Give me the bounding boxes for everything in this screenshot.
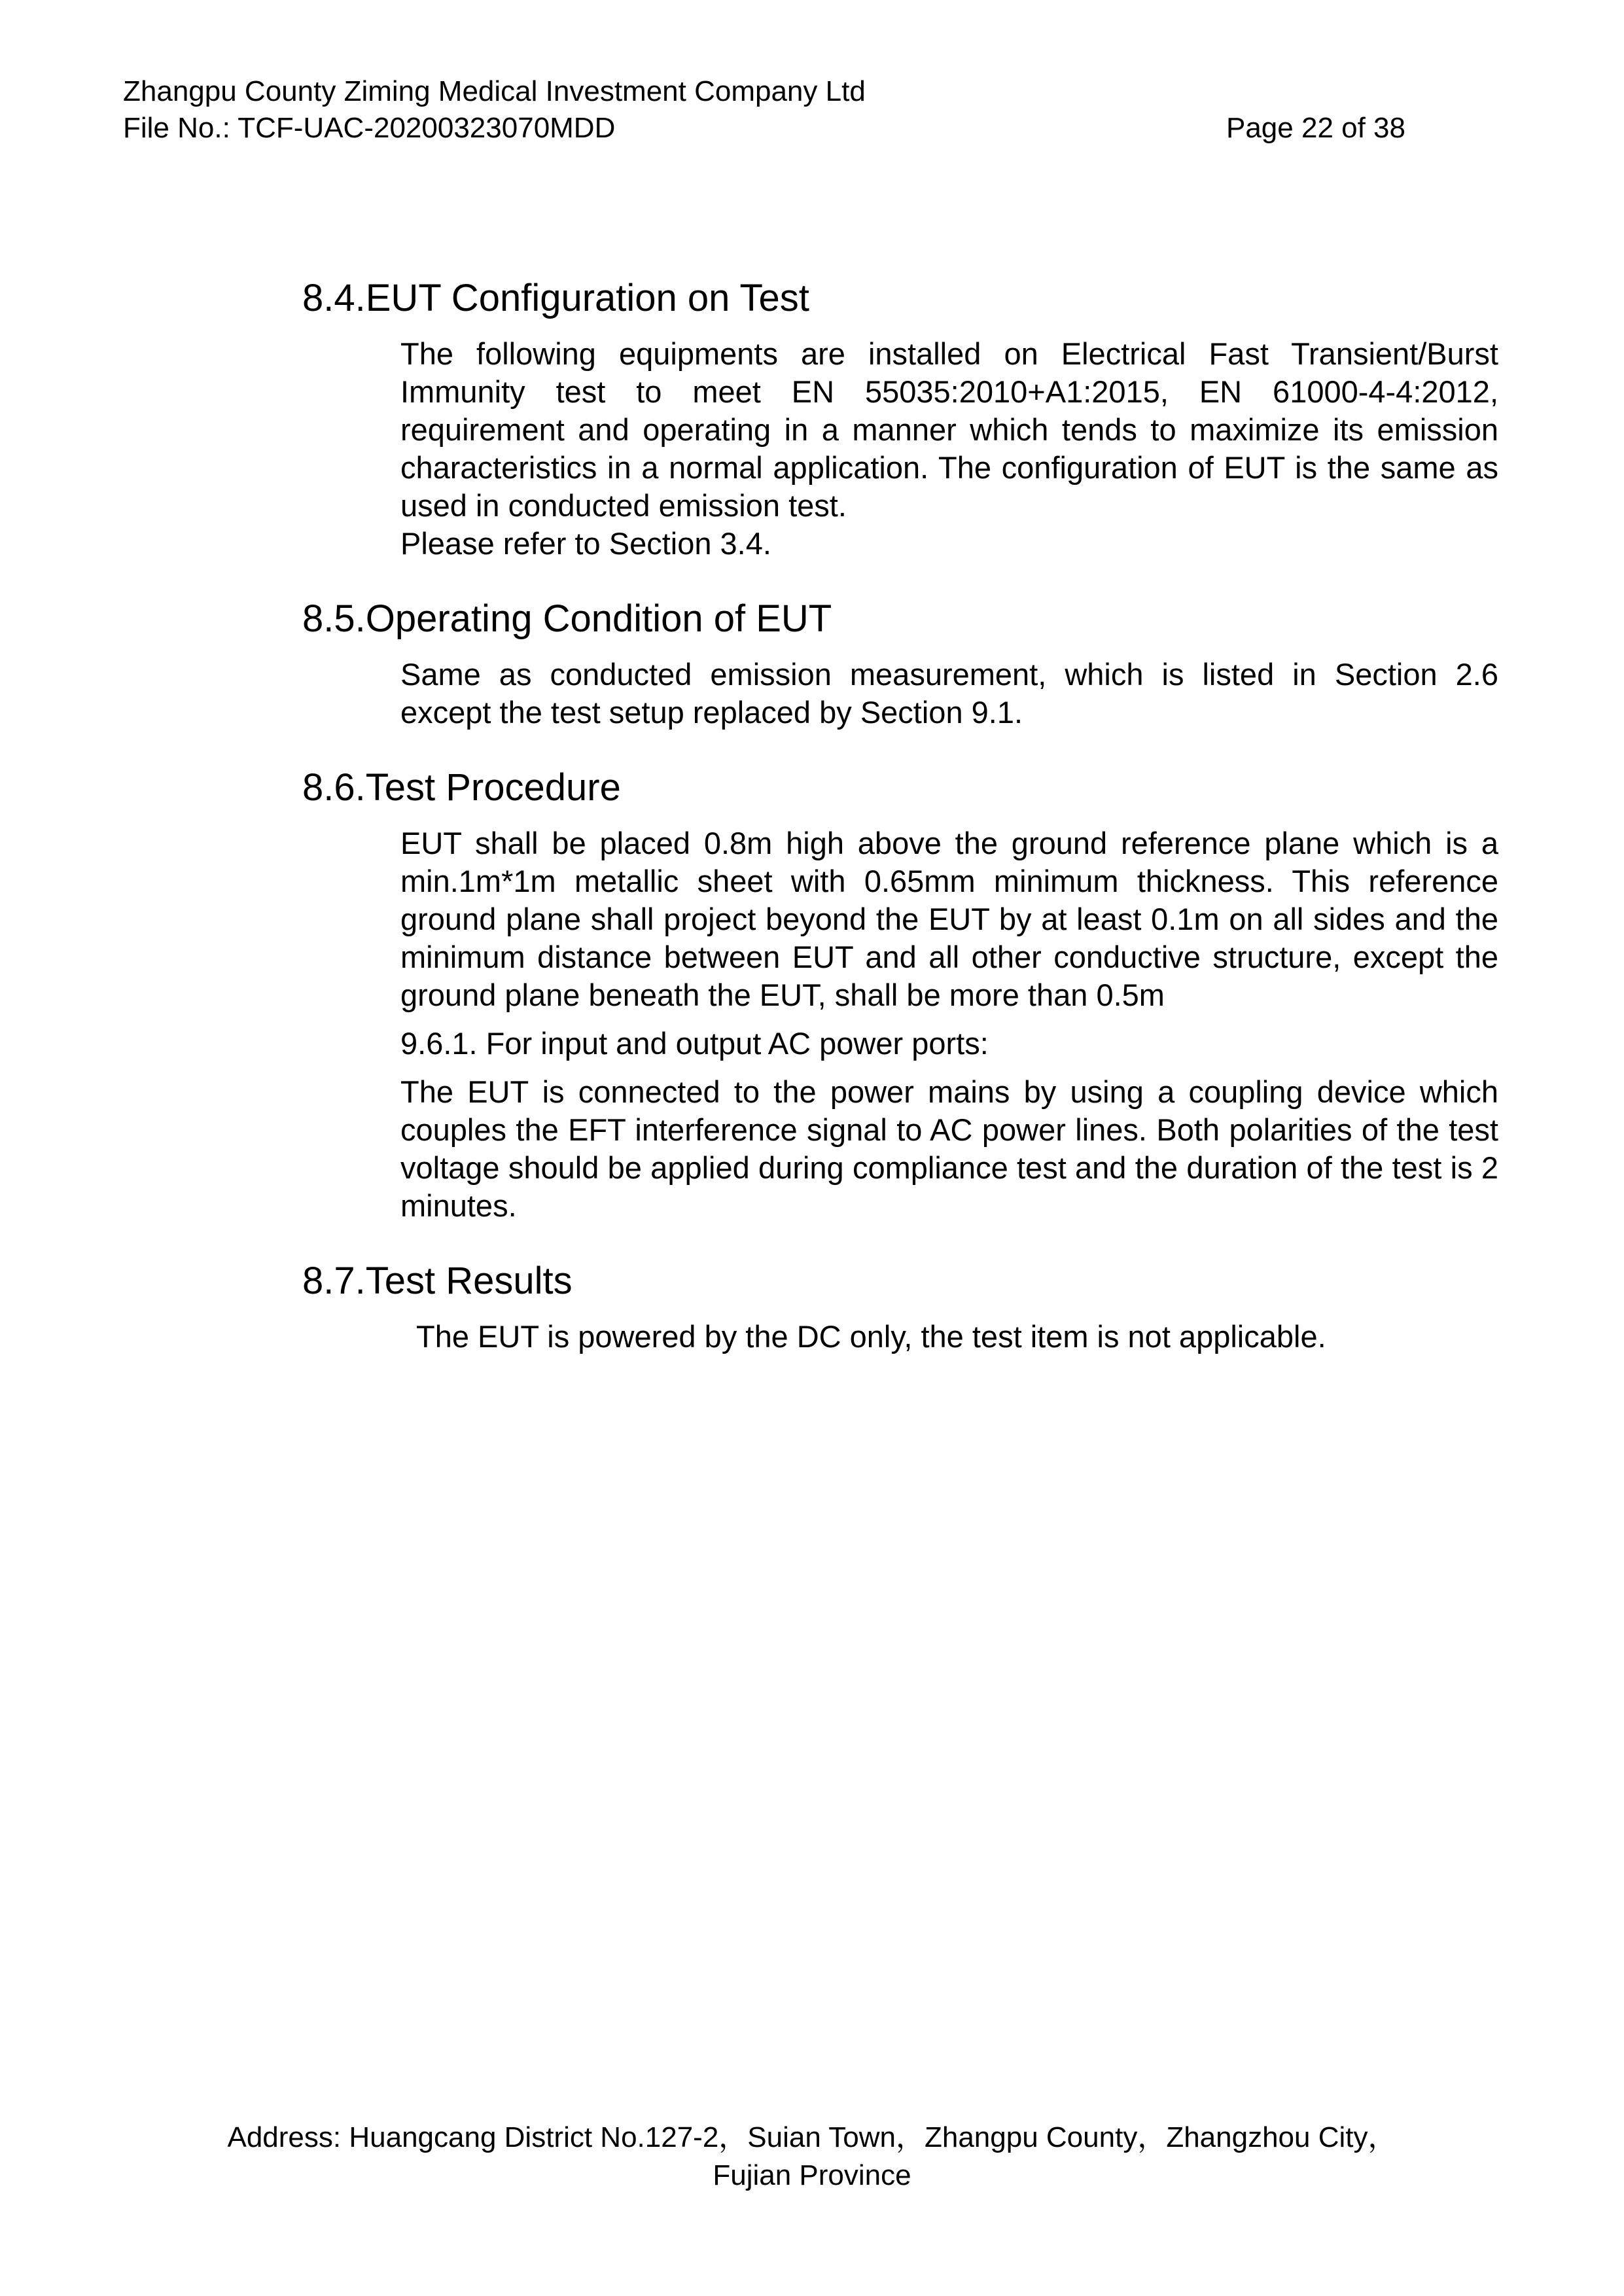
- header-file-row: [123, 110, 1405, 147]
- paragraph: The following equipments are installed on Electrical Fast Transient/Burst Immunity test to meet EN 55035:2010+A1:2015, EN 61000-4-4:2012, requirement and operating in a manner which tends to maximize its emission characteristics in a normal application. The configuration of EUT is the same as used in conducted emission test.: [400, 336, 1498, 523]
- address-line-2: Fujian Province: [713, 2159, 911, 2191]
- section-body: [400, 824, 1498, 1225]
- address-line-1: Address: Huangcang District No.127-2，Suian Town，Zhangpu County，Zhangzhou City，: [227, 2121, 1397, 2153]
- document-body: [302, 275, 1498, 1356]
- subsection-label: 9.6.1. For input and output AC power ports:: [400, 1026, 989, 1061]
- section-heading: 8.7.Test Results: [302, 1260, 573, 1302]
- section-8-4: [302, 275, 1498, 563]
- section-body: [400, 335, 1498, 563]
- section-8-6: [302, 764, 1498, 1225]
- file-number: File No.: TCF-UAC-20200323070MDD: [123, 112, 616, 144]
- section-8-7: [302, 1258, 1498, 1356]
- page-number: Page 22 of 38: [1226, 112, 1405, 144]
- section-body: [400, 656, 1498, 732]
- page-header: [123, 73, 1405, 147]
- section-heading: 8.5.Operating Condition of EUT: [302, 597, 832, 640]
- section-heading: 8.4.EUT Configuration on Test: [302, 277, 809, 319]
- paragraph: EUT shall be placed 0.8m high above the ground reference plane which is a min.1m*1m metallic sheet with 0.65mm minimum thickness. This reference ground plane shall project beyond the EUT by at least 0.1m on all sides and the minimum distance between EUT and all other conductive structure, except the ground plane beneath the EUT, shall be more than 0.5m: [400, 826, 1498, 1012]
- company-name: Zhangpu County Ziming Medical Investment Company Ltd: [123, 75, 866, 107]
- page-footer: [0, 2119, 1624, 2195]
- paragraph: Please refer to Section 3.4.: [400, 526, 771, 561]
- section-heading: 8.6.Test Procedure: [302, 766, 621, 809]
- section-8-5: [302, 595, 1498, 732]
- results-text: The EUT is powered by the DC only, the test item is not applicable.: [416, 1319, 1326, 1354]
- paragraph: The EUT is connected to the power mains by using a coupling device which couples the EFT interference signal to AC power lines. Both polarities of the test voltage should be applied during compliance test and the duration of the test is 2 minutes.: [400, 1074, 1498, 1223]
- paragraph: Same as conducted emission measurement, which is listed in Section 2.6 except the test setup replaced by Section 9.1.: [400, 657, 1498, 730]
